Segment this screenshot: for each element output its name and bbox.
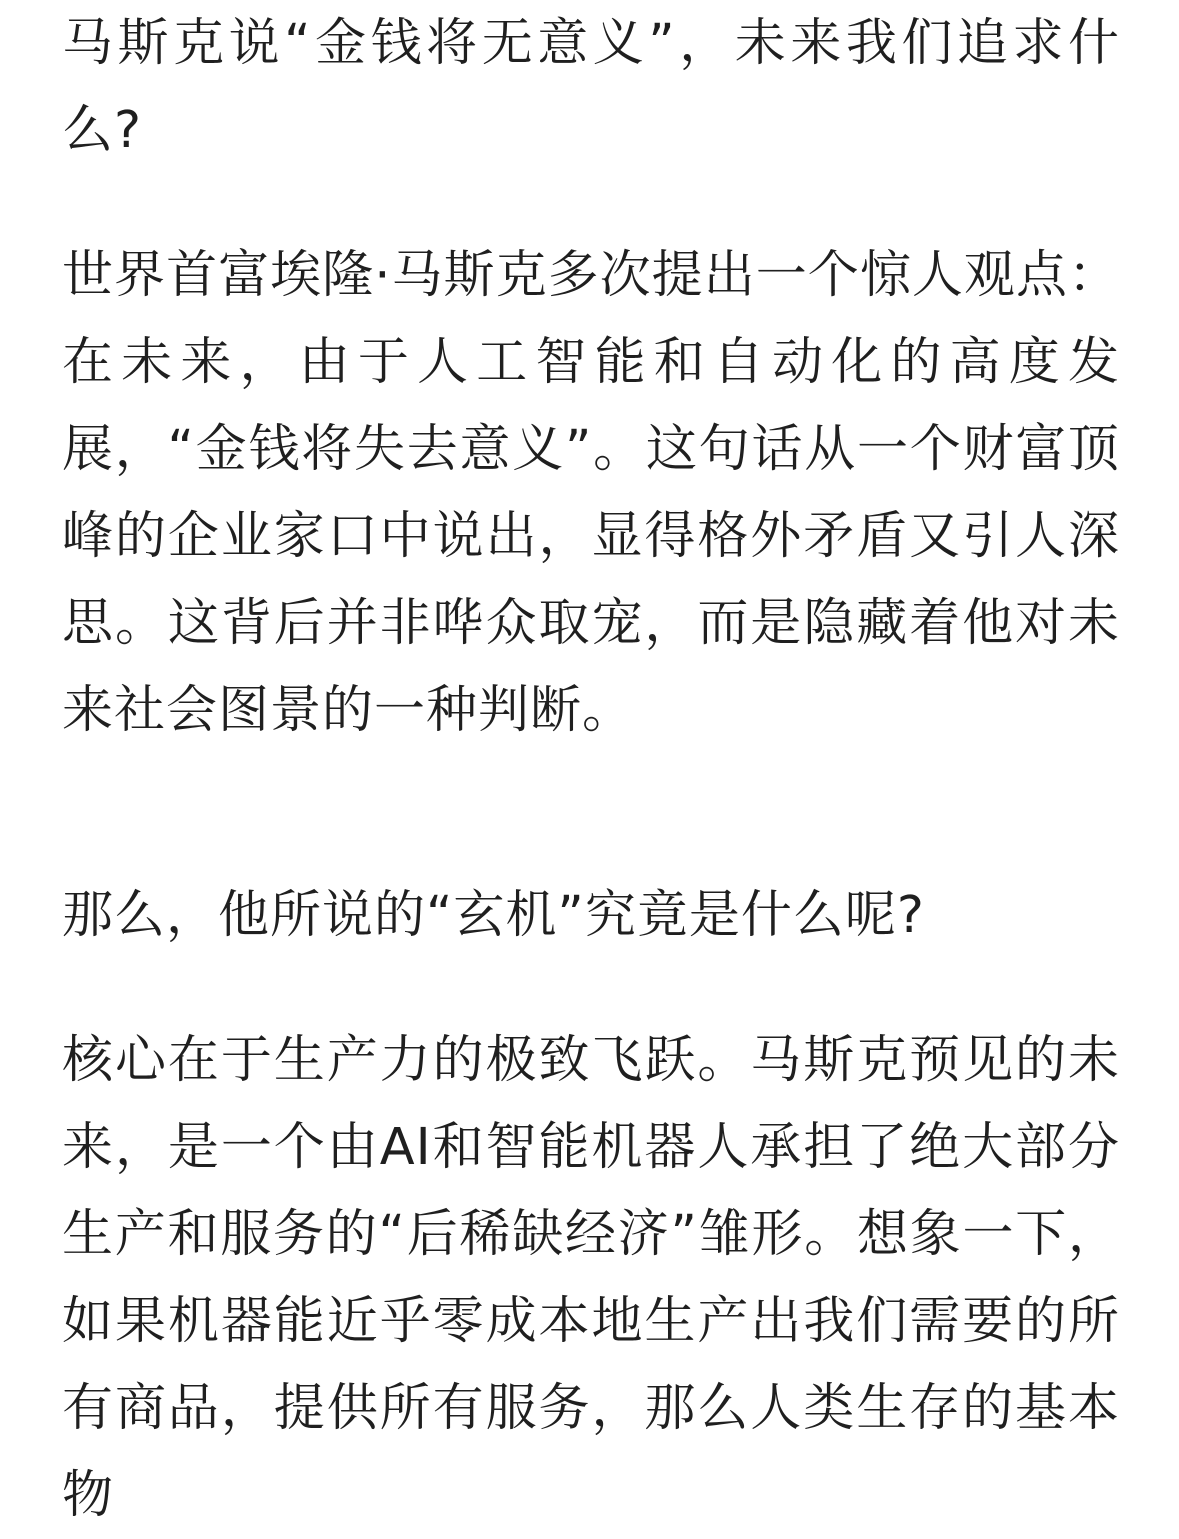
article-paragraph: 那么，他所说的“玄机”究竟是什么呢? — [62, 886, 925, 945]
article-paragraph: 核心在于生产力的极致飞跃。马斯克预见的未来，是一个由AI和智能机器人承担了绝大部分生产和服务的“后稀缺经济”雏形。想象一下，如果机器能近乎零成本地生产出我们需要的所有商品，提供所有服务，那么人类生存的基本物 — [62, 1031, 1120, 1525]
article-heading: 马斯克说“金钱将无意义”，未来我们追求什么? — [62, 14, 1120, 160]
article-paragraph: 世界首富埃隆·马斯克多次提出一个惊人观点：在未来，由于人工智能和自动化的高度发展，“金钱将失去意义”。这句话从一个财富顶峰的企业家口中说出，显得格外矛盾又引人深思。这背后并非哗众取宠，而是隐藏着他对未来社会图景的一种判断。 — [62, 246, 1120, 740]
article-body — [62, 0, 1120, 1539]
